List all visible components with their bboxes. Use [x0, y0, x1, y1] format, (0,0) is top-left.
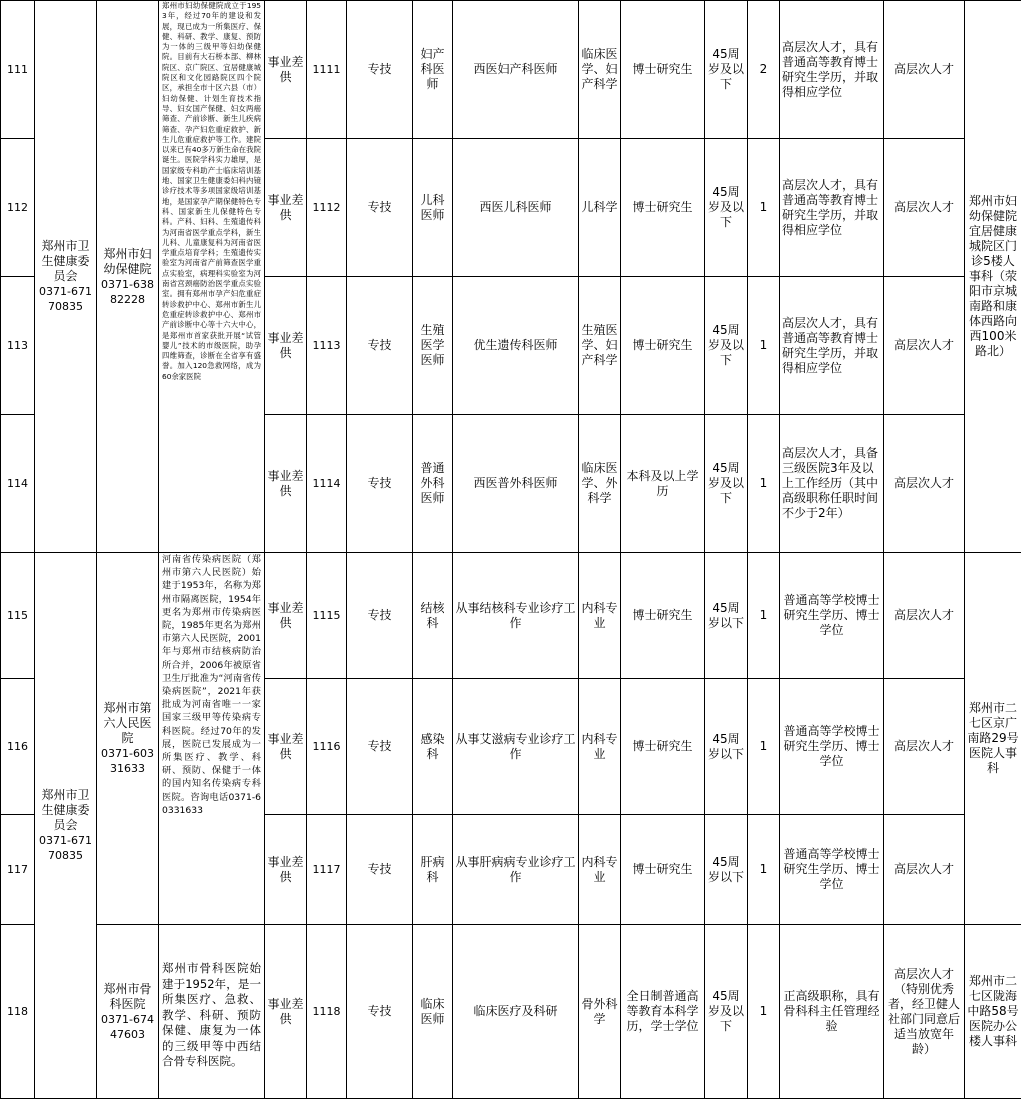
- dept-cell: [35, 1, 97, 553]
- position-type: 事业差供: [265, 415, 307, 553]
- requirements: 高层次人才，具有普通高等教育博士研究生学历，并取得相应学位: [780, 277, 884, 415]
- table-row: [1, 925, 1021, 1099]
- requirements: 高层次人才，具有普通高等教育博士研究生学历，并取得相应学位: [780, 139, 884, 277]
- education: 博士研究生: [621, 139, 705, 277]
- table-row: [1, 1, 1021, 139]
- table-row: [1, 553, 1021, 679]
- age-limit: 45周岁及以下: [705, 1, 748, 139]
- row-number: 114: [1, 415, 35, 553]
- position-category: 专技: [347, 139, 413, 277]
- remark: 高层次人才: [884, 415, 965, 553]
- hire-count: 1: [748, 679, 780, 815]
- row-number: 118: [1, 925, 35, 1099]
- unit-description: 郑州市妇幼保健院成立于1953年，经过70年的建设和发展，现已成为一所集医疗、保健、科研、教学、康复、预防为一体的三级甲等妇幼保健院。目前有大石桥本部、柳林院区、京广院区、宜居健康城院区和文化园路院区四个院区，承担全市十区六县（市）妇幼保健、计划生育技术指导、妇女国产保健、妇女两癌筛查、产前诊断、新生儿疾病筛查、孕产妇危重症救护、新生儿危重症救护等工作。建院以来已有40多万新生命在我院诞生。医院学科实力雄厚，是国家级专科助产士临床培训基地、国家卫生健康委妇科内镜诊疗技术等多项国家级培训基地，是国家孕产期保健特色专科、国家新生儿保健特色专科。产科、妇科、生殖遗传科为河南省医学重点学科，新生儿科、儿童康复科为河南省医学重点培育学科；生殖遗传实验室为河南省产前筛查医学重点实验室，病理科实验室为河南省宫颈癌防治医学重点实验室。拥有郑州市孕产妇危重症转诊救护中心、郑州市新生儿危重症转诊救护中心、郑州市产前诊断中心等十六大中心，是郑州市首家获批开展“试管婴儿”技术的市级医院，助孕四维筛查，诊断在全省享有盛誉。加入120急救网络，成为60余家医院: [159, 1, 265, 553]
- position-code: 1113: [307, 277, 347, 415]
- remark: 高层次人才: [884, 679, 965, 815]
- education: 本科及以上学历: [621, 415, 705, 553]
- hire-count: 1: [748, 553, 780, 679]
- hire-count: 1: [748, 815, 780, 925]
- major: 临床医学、外科学: [579, 415, 621, 553]
- remark: 高层次人才（特别优秀者，经卫健人社部门同意后适当放宽年龄）: [884, 925, 965, 1099]
- major: 内科专业: [579, 553, 621, 679]
- dept-phone: 0371-67170835: [39, 834, 92, 862]
- position-type: 事业差供: [265, 815, 307, 925]
- major: 内科专业: [579, 815, 621, 925]
- major: 儿科学: [579, 139, 621, 277]
- row-number: 116: [1, 679, 35, 815]
- dept-phone: 0371-67170835: [39, 285, 92, 313]
- position-code: 1111: [307, 1, 347, 139]
- dept-cell: [35, 553, 97, 1099]
- hire-count: 1: [748, 925, 780, 1099]
- row-number: 113: [1, 277, 35, 415]
- age-limit: 45周岁及以下: [705, 415, 748, 553]
- location-cell: 郑州市二七区陇海中路58号医院办公楼人事科: [965, 925, 1021, 1099]
- row-number: 111: [1, 1, 35, 139]
- unit-description: 河南省传染病医院（郑州市第六人民医院）始建于1953年，名称为郑州市隔离医院，1954年更名为郑州市传染病医院，1985年更名为郑州市第六人民医院，2001年与郑州市结核病防治所合并，2006年被原省卫生厅批准为“河南省传染病医院”，2021年获批成为河南省唯一一家国家三级甲等传染病专科医院。经过70年的发展，医院已发展成为一所集医疗、教学、科研、预防、保健于一体的国内知名传染病专科医院。咨询电话0371-60331633: [159, 553, 265, 925]
- dept-name: 郑州市卫生健康委员会: [41, 239, 89, 283]
- remark: 高层次人才: [884, 139, 965, 277]
- position-type: 事业差供: [265, 679, 307, 815]
- position-category: 专技: [347, 815, 413, 925]
- position-code: 1118: [307, 925, 347, 1099]
- hire-count: 2: [748, 1, 780, 139]
- row-number: 117: [1, 815, 35, 925]
- age-limit: 45周岁及以下: [705, 139, 748, 277]
- unit-cell: [97, 925, 159, 1099]
- unit-cell: [97, 1, 159, 553]
- requirements: 高层次人才，具备三级医院3年及以上工作经历（其中高级职称任职时间不少于2年）: [780, 415, 884, 553]
- education: 博士研究生: [621, 815, 705, 925]
- remark: 高层次人才: [884, 277, 965, 415]
- requirements: 普通高等学校博士研究生学历、博士学位: [780, 553, 884, 679]
- education: 博士研究生: [621, 679, 705, 815]
- requirements: 高层次人才，具有普通高等教育博士研究生学历，并取得相应学位: [780, 1, 884, 139]
- position-title: 儿科医师: [413, 139, 453, 277]
- row-number: 112: [1, 139, 35, 277]
- position-code: 1116: [307, 679, 347, 815]
- position-title: 普通外科医师: [413, 415, 453, 553]
- position-title: 结核科: [413, 553, 453, 679]
- unit-name: 郑州市骨科医院: [103, 982, 151, 1011]
- position-code: 1112: [307, 139, 347, 277]
- position-category: 专技: [347, 415, 413, 553]
- unit-name: 郑州市妇幼保健院: [103, 247, 151, 276]
- position-duty: 优生遗传科医师: [453, 277, 579, 415]
- dept-name: 郑州市卫生健康委员会: [41, 788, 89, 832]
- position-category: 专技: [347, 1, 413, 139]
- position-type: 事业差供: [265, 139, 307, 277]
- requirements: 普通高等学校博士研究生学历、博士学位: [780, 679, 884, 815]
- education: 全日制普通高等教育本科学历，学士学位: [621, 925, 705, 1099]
- age-limit: 45周岁以下: [705, 679, 748, 815]
- major: 骨外科学: [579, 925, 621, 1099]
- age-limit: 45周岁以下: [705, 553, 748, 679]
- position-duty: 从事肝病病专业诊疗工作: [453, 815, 579, 925]
- position-type: 事业差供: [265, 553, 307, 679]
- position-duty: 从事结核科专业诊疗工作: [453, 553, 579, 679]
- position-code: 1114: [307, 415, 347, 553]
- requirements: 普通高等学校博士研究生学历、博士学位: [780, 815, 884, 925]
- remark: 高层次人才: [884, 553, 965, 679]
- location-cell: 郑州市妇幼保健院宜居健康城院区门诊5楼人事科（荥阳市京城南路和康体西路向西100米路北）: [965, 1, 1021, 553]
- row-number: 115: [1, 553, 35, 679]
- age-limit: 45周岁及以下: [705, 277, 748, 415]
- position-title: 生殖医学医师: [413, 277, 453, 415]
- requirements: 正高级职称，具有骨科科主任管理经验: [780, 925, 884, 1099]
- position-type: 事业差供: [265, 1, 307, 139]
- position-category: 专技: [347, 553, 413, 679]
- position-category: 专技: [347, 679, 413, 815]
- unit-description: 郑州市骨科医院始建于1952年，是一所集医疗、急救、教学、科研、预防保健、康复为一体的三级甲等中西结合骨专科医院。: [159, 925, 265, 1099]
- position-code: 1117: [307, 815, 347, 925]
- major: 内科专业: [579, 679, 621, 815]
- age-limit: 45周岁以下: [705, 815, 748, 925]
- position-duty: 临床医疗及科研: [453, 925, 579, 1099]
- remark: 高层次人才: [884, 815, 965, 925]
- position-duty: 西医妇产科医师: [453, 1, 579, 139]
- position-title: 妇产科医师: [413, 1, 453, 139]
- unit-phone: 0371-67447603: [101, 1013, 154, 1041]
- hire-count: 1: [748, 415, 780, 553]
- position-category: 专技: [347, 925, 413, 1099]
- age-limit: 45周岁及以下: [705, 925, 748, 1099]
- location-cell: 郑州市二七区京广南路29号医院人事科: [965, 553, 1021, 925]
- position-title: 肝病科: [413, 815, 453, 925]
- position-type: 事业差供: [265, 277, 307, 415]
- unit-phone: 0371-63882228: [101, 278, 154, 306]
- position-type: 事业差供: [265, 925, 307, 1099]
- position-category: 专技: [347, 277, 413, 415]
- position-duty: 西医普外科医师: [453, 415, 579, 553]
- major: 生殖医学、妇产科学: [579, 277, 621, 415]
- education: 博士研究生: [621, 553, 705, 679]
- hire-count: 1: [748, 139, 780, 277]
- unit-phone: 0371-60331633: [101, 747, 154, 775]
- position-title: 感染科: [413, 679, 453, 815]
- position-title: 临床医师: [413, 925, 453, 1099]
- education: 博士研究生: [621, 1, 705, 139]
- major: 临床医学、妇产科学: [579, 1, 621, 139]
- hire-count: 1: [748, 277, 780, 415]
- position-code: 1115: [307, 553, 347, 679]
- unit-name: 郑州市第六人民医院: [103, 701, 151, 745]
- education: 博士研究生: [621, 277, 705, 415]
- position-duty: 西医儿科医师: [453, 139, 579, 277]
- unit-cell: [97, 553, 159, 925]
- remark: 高层次人才: [884, 1, 965, 139]
- position-duty: 从事艾滋病专业诊疗工作: [453, 679, 579, 815]
